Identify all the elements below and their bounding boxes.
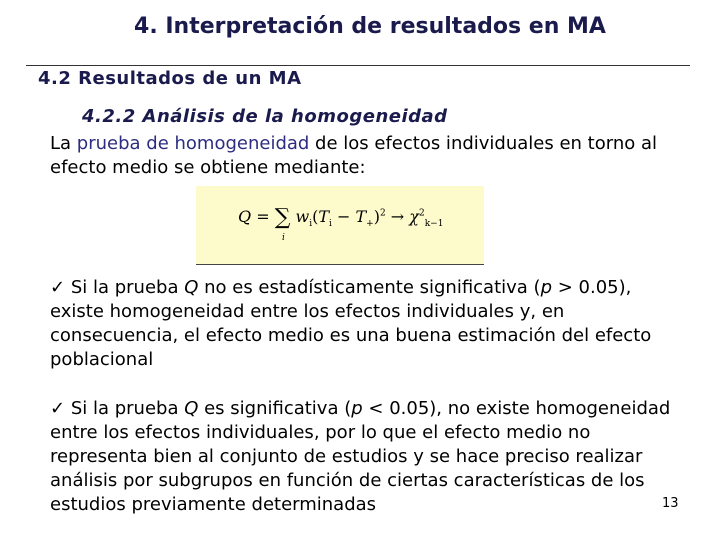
formula-underline: [196, 264, 484, 265]
intro-highlight: prueba de homogeneidad: [76, 133, 310, 154]
check-icon: ✓: [50, 398, 66, 419]
arrow-symbol: →: [385, 207, 410, 226]
minus-sign: −: [331, 207, 356, 226]
bullet1-text-1: Si la prueba: [65, 277, 185, 298]
effect-subscript: i: [329, 219, 332, 230]
square-exponent: 2: [379, 208, 386, 219]
bullet-significant: [50, 397, 690, 517]
check-icon: ✓: [50, 277, 66, 298]
sum-symbol: ∑: [274, 205, 291, 230]
bullet2-p: p: [351, 398, 363, 419]
bullet2-text-1: Si la prueba: [65, 398, 185, 419]
mean-effect-subscript: +: [366, 219, 374, 230]
bullet2-text-2: es significativa (: [198, 398, 352, 419]
chi-subscript: k−1: [424, 219, 444, 230]
effect-symbol: T: [318, 207, 330, 226]
bullet1-q: Q: [184, 277, 199, 298]
subsection-heading: 4.2.2 Análisis de la homogeneidad: [82, 106, 448, 127]
slide-title: 4. Interpretación de resultados en MA: [134, 14, 606, 39]
bullet2-q: Q: [184, 398, 199, 419]
weight-symbol: w: [295, 207, 310, 226]
chi-superscript: 2: [418, 208, 425, 219]
intro-text-after: de los efectos individuales en torno al efecto medio se obtiene mediante:: [50, 133, 657, 178]
intro-text-before: La: [50, 133, 77, 154]
bullet2-text-3: < 0.05), no existe homogeneidad entre los efectos individuales, por lo que el efecto medio no representa bien al conjunto de estudios y se hace preciso realizar análisis por subgrupos en función de ciertas características de los estudios previamente determinadas: [50, 398, 671, 515]
bullet1-text-2: no es estadísticamente significativa (: [198, 277, 541, 298]
intro-paragraph: [50, 132, 690, 180]
paren-open: (: [312, 207, 319, 226]
bullet-not-significant: [50, 276, 690, 372]
bullet1-p: p: [540, 277, 553, 298]
q-statistic-formula: [238, 203, 444, 243]
title-divider: [26, 65, 690, 66]
paren-close: ): [373, 207, 380, 226]
page-number: 13: [662, 496, 679, 511]
mean-effect-symbol: T: [355, 207, 367, 226]
formula-lhs: Q =: [238, 207, 275, 226]
sum-index: i: [282, 233, 285, 243]
section-heading: 4.2 Resultados de un MA: [38, 68, 302, 89]
weight-subscript: i: [309, 219, 313, 230]
bullet1-text-3: > 0.05), existe homogeneidad entre los efectos individuales y, en consecuencia, el efecto medio es una buena estimación del efecto poblacional: [50, 277, 652, 370]
chi-symbol: χ: [409, 207, 419, 226]
